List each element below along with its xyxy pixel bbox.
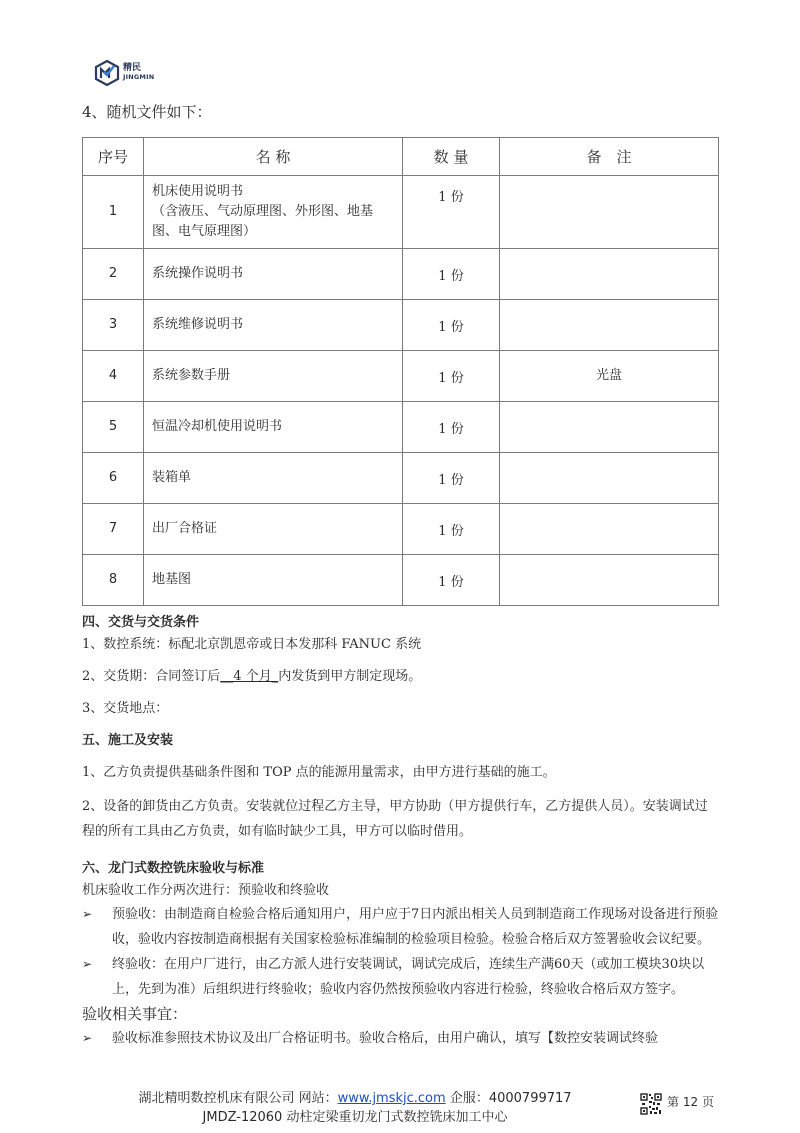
footer-website-label: 网站： <box>298 1091 338 1106</box>
cell-name <box>144 176 403 249</box>
acceptance-intro: 机床验收工作分两次进行：预验收和终验收 <box>82 883 330 898</box>
cell-no: 7 <box>83 504 144 555</box>
acceptance-related-heading: 验收相关事宜： <box>82 1005 188 1023</box>
cell-note <box>500 402 719 453</box>
install-item-2: 2、设备的卸货由乙方负责。安装就位过程乙方主导，甲方协助（甲方提供行车，乙方提供人员）。安装调试过程的所有工具由乙方负责，如有临时缺少工具，甲方可以临时借用。 <box>82 799 708 839</box>
footer-model-name: 动柱定梁重切龙门式数控铣床加工中心 <box>286 1110 508 1125</box>
install-item-1: 1、乙方负责提供基础条件图和 TOP 点的能源用量需求，由甲方进行基础的施工。 <box>82 765 556 780</box>
delivery-heading: 四、交货与交货条件 <box>82 615 200 630</box>
cell-note: 光盘 <box>500 351 719 402</box>
cell-name: 装箱单 <box>144 453 403 504</box>
cell-qty: 1 份 <box>403 249 500 300</box>
cell-name: 系统参数手册 <box>144 351 403 402</box>
delivery-period-value: 个月_ <box>245 669 279 684</box>
cell-qty: 1 份 <box>403 555 500 606</box>
cell-qty: 1 份 <box>403 300 500 351</box>
delivery-item-3: 3、交货地点： <box>82 701 169 716</box>
logo-en-text: JINGMIN <box>123 73 155 82</box>
page-footer <box>0 1089 800 1133</box>
col-header-qty: 数 量 <box>403 138 500 176</box>
acceptance-heading: 六、龙门式数控铣床验收与标准 <box>82 861 265 876</box>
page-suffix: 页 <box>701 1095 714 1109</box>
acceptance-related-bullet <box>82 1026 719 1051</box>
acceptance-bullet <box>82 952 719 1002</box>
cell-name: 系统维修说明书 <box>144 300 403 351</box>
arrow-bullet-icon: ➢ <box>82 1031 93 1045</box>
qr-code-icon <box>640 1093 662 1115</box>
table-header-row <box>83 138 719 176</box>
cell-name-line: 机床使用说明书 <box>152 184 244 199</box>
table-row <box>83 249 719 300</box>
col-header-no: 序号 <box>83 138 144 176</box>
delivery-item-1: 1、数控系统：标配北京凯恩帝或日本发那科 FANUC 系统 <box>82 637 422 652</box>
table-row <box>83 351 719 402</box>
company-logo <box>94 59 174 87</box>
files-heading: 4、随机文件如下： <box>82 103 212 121</box>
acceptance-bullet-text: 终验收：在用户厂进行，由乙方派人进行安装调试，调试完成后，连续生产满60天（或加工模块30块以上，先到为准）后组织进行终验收；验收内容仍然按预验收内容进行检验，终验收合格后双方签字。 <box>112 957 705 997</box>
cell-note <box>500 176 719 249</box>
cell-no: 2 <box>83 249 144 300</box>
acceptance-bullet-text: 预验收：由制造商自检验合格后通知用户，用户应于7日内派出相关人员到制造商工作现场对设备进行预验收，验收内容按制造商根据有关国家检验标准编制的检验项目检验。检验合格后双方签署验收会议纪要。 <box>112 907 719 947</box>
table-row <box>83 504 719 555</box>
table-row <box>83 300 719 351</box>
acceptance-bullet <box>82 902 719 952</box>
document-page <box>82 0 719 1071</box>
cell-name: 出厂合格证 <box>144 504 403 555</box>
footer-company: 湖北精明数控机床有限公司 <box>138 1091 295 1106</box>
footer-spacer <box>0 1071 800 1089</box>
delivery-item-2 <box>82 666 719 688</box>
cell-note <box>500 504 719 555</box>
cell-note <box>500 555 719 606</box>
cell-no: 6 <box>83 453 144 504</box>
cell-qty: 1 份 <box>403 351 500 402</box>
cell-no: 8 <box>83 555 144 606</box>
cell-note <box>500 249 719 300</box>
page-prefix: 第 <box>667 1095 680 1109</box>
footer-service-phone: 4000799717 <box>488 1091 572 1106</box>
delivery-item-2-blank: __4 <box>220 669 246 684</box>
footer-service-label: 企服： <box>449 1091 489 1106</box>
cell-qty: 1 份 <box>403 176 500 249</box>
cell-name: 地基图 <box>144 555 403 606</box>
col-header-name: 名 称 <box>144 138 403 176</box>
files-table <box>82 137 719 606</box>
cell-no: 3 <box>83 300 144 351</box>
table-row <box>83 453 719 504</box>
footer-model-code: JMDZ-12060 <box>202 1110 283 1125</box>
table-row <box>83 555 719 606</box>
table-row <box>83 402 719 453</box>
delivery-item-2-prefix: 2、交货期：合同签订后 <box>82 669 221 684</box>
page-number-value: 12 <box>682 1095 699 1109</box>
cell-no: 5 <box>83 402 144 453</box>
page-number <box>667 1093 714 1111</box>
arrow-bullet-icon: ➢ <box>82 957 93 971</box>
cell-qty: 1 份 <box>403 402 500 453</box>
cell-qty: 1 份 <box>403 504 500 555</box>
logo-icon <box>94 60 120 86</box>
footer-website-link[interactable]: www.jmskjc.com <box>337 1091 446 1106</box>
acceptance-related-text: 验收标准参照技术协议及出厂合格证明书。验收合格后，由用户确认，填写【数控安装调试终验 <box>112 1031 659 1046</box>
cell-no: 1 <box>83 176 144 249</box>
cell-no: 4 <box>83 351 144 402</box>
arrow-bullet-icon: ➢ <box>82 907 93 921</box>
install-heading: 五、施工及安装 <box>82 733 174 748</box>
cell-note <box>500 453 719 504</box>
cell-name: 系统操作说明书 <box>144 249 403 300</box>
logo-cn-text: 精民 <box>123 63 142 74</box>
cell-name-line: （含液压、气动原理图、外形图、地基 <box>152 204 374 219</box>
cell-name: 恒温冷却机使用说明书 <box>144 402 403 453</box>
table-row <box>83 176 719 249</box>
delivery-item-2-suffix: 内发货到甲方制定现场。 <box>278 669 422 684</box>
cell-name-line: 图、电气原理图） <box>152 224 257 239</box>
cell-note <box>500 300 719 351</box>
col-header-note: 备 注 <box>500 138 719 176</box>
cell-qty: 1 份 <box>403 453 500 504</box>
